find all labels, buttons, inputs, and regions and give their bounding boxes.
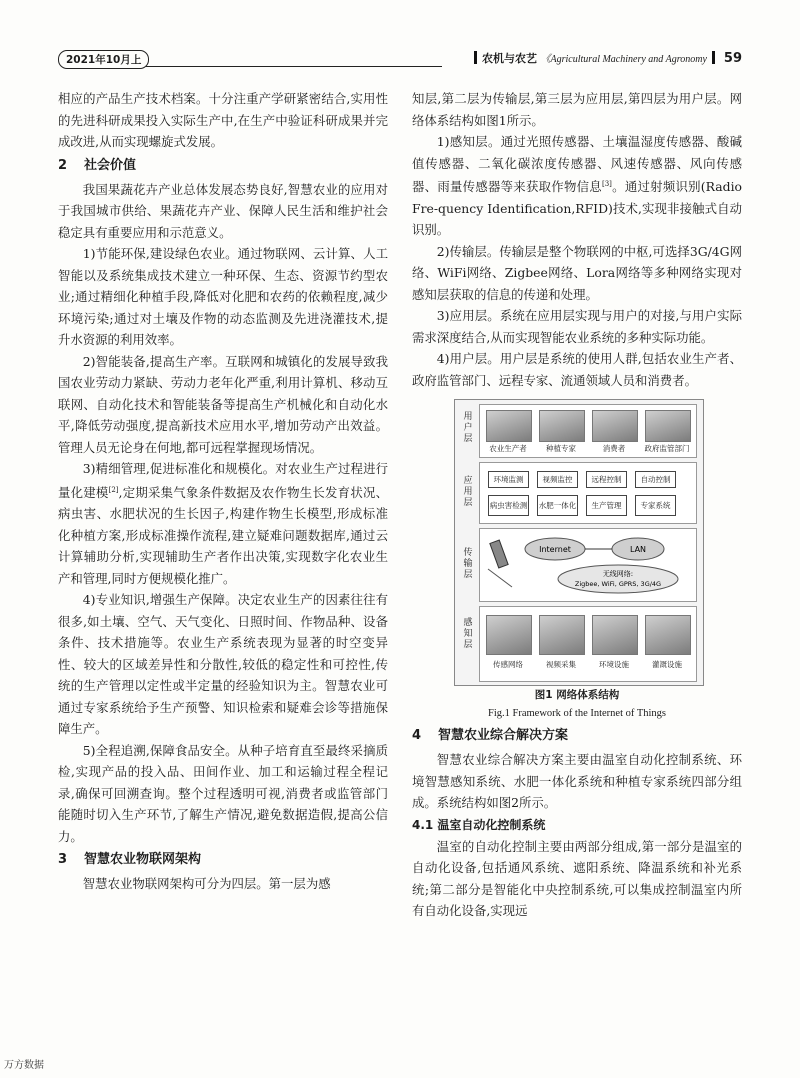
- sensing-layer-box: [479, 606, 697, 682]
- expert-photo: [539, 410, 585, 442]
- sensor-caption: 灌溉设施: [652, 660, 682, 670]
- layer-label-sensing: 感知层: [463, 618, 473, 651]
- paragraph: 智慧农业综合解决方案主要由温室自动化控制系统、环境智慧感知系统、水肥一体化系统和种植专家系统四部分组成。系统结构如图2所示。: [412, 752, 742, 811]
- section-heading: 4 智慧农业综合解决方案: [412, 728, 569, 744]
- user-caption: 政府监管部门: [644, 444, 690, 454]
- subsection-heading: 4.1 温室自动化控制系统: [412, 817, 546, 832]
- journal-title: [469, 50, 742, 66]
- lan-label: LAN: [629, 545, 647, 555]
- video-camera-photo: [539, 615, 585, 655]
- paragraph: 1)节能环保,建设绿色农业。通过物联网、云计算、人工智能以及系统集成技术建立一种环保、生态、资源节约型农业;通过精细化种植手段,降低对化肥和农药的依赖程度,减少环境污染;通过对土壤及作物的动态监测及先进浇灌技术,提升水资源的利用效率。: [58, 246, 388, 347]
- app-box: 自动控制: [635, 471, 676, 488]
- sensor-caption: 视频采集: [546, 660, 576, 670]
- paragraph: 4)专业知识,增强生产保障。决定农业生产的因素往往有很多,如土壤、空气、天气变化、日照时间、作物品种、设备条件、技术措施等。农业生产系统表现为显著的时空变异性、较大的区域差异性和分散性,较低的稳定性和可控性,传统的生产管理以定性或半定量的经验知识为主。智慧农业可通过专家系统给予生产预警、知识检索和疑难会诊等措施保障生产。: [58, 592, 388, 737]
- irrigation-facility-photo: [645, 615, 691, 655]
- paragraph: 2)传输层。传输层是整个物联网的中枢,可选择3G/4G网络、WiFi网络、Zigbee网络、Lora网络等多种网络实现对感知层获取的信息的传递和处理。: [412, 243, 742, 302]
- app-box: 视频监控: [537, 471, 578, 488]
- section-heading: 3 智慧农业物联网架构: [58, 852, 202, 868]
- internet-label: Internet: [539, 545, 571, 555]
- network-diagram: [480, 529, 696, 599]
- paragraph: 相应的产品生产技术档案。十分注重产学研紧密结合,实用性的先进科研成果投入实际生产中,在生产中验证科研成果并完成改进,从而实现螺旋式发展。: [58, 91, 388, 149]
- paragraph: 1)感知层。通过光照传感器、土壤温湿度传感器、酸碱值传感器、二氧化碳浓度传感器、风速传感器、风向传感器、雨量传感器等来获取作物信息[3]。通过射频识别(Radio Fre-quency Identification,RFID)技术,实现非接触式自动识别。: [412, 134, 742, 238]
- app-box: 生产管理: [586, 495, 627, 516]
- right-column: [412, 88, 742, 922]
- app-box: 专家系统: [635, 495, 676, 516]
- paragraph: 知层,第二层为传输层,第三层为应用层,第四层为用户层。网络体系结构如图1所示。: [412, 91, 742, 128]
- journal-name-en: 《Agricultural Machinery and Agronomy: [540, 54, 707, 65]
- paragraph: 智慧农业物联网架构可分为四层。第一层为感: [82, 876, 331, 892]
- transmission-layer-box: [479, 528, 697, 602]
- citation[interactable]: [2]: [108, 485, 119, 494]
- layer-label-app: 应用层: [463, 476, 473, 509]
- header-rule: [146, 66, 442, 67]
- farmer-photo: [486, 410, 532, 442]
- consumer-photo: [592, 410, 638, 442]
- app-layer-box: [479, 462, 697, 524]
- citation[interactable]: [3]: [601, 180, 612, 188]
- user-caption: 种植专家: [546, 444, 576, 454]
- wireless-label: 无线网络:: [602, 570, 634, 579]
- left-column: [58, 88, 388, 895]
- paragraph: 2)智能装备,提高生产率。互联网和城镇化的发展导致我国农业劳动力紧缺、劳动力老年化严重,利用计算机、移动互联网、自动化技术和智能装备等提高生产机械化和自动化水平,降低劳动强度,提高新技术应用水平,增加劳动产出效益。管理人员无论身在何地,都可远程掌握现场情况。: [58, 353, 388, 455]
- app-box: 远程控制: [586, 471, 627, 488]
- issue-date: 2021年10月上: [58, 50, 149, 69]
- user-caption: 农业生产者: [489, 444, 527, 454]
- sensor-caption: 环境设施: [599, 660, 629, 670]
- app-box: 环境监测: [488, 471, 529, 488]
- government-photo: [645, 410, 691, 442]
- user-layer-box: [479, 404, 697, 458]
- figure-caption-cn: 图1 网络体系结构: [534, 689, 620, 702]
- page-header: [58, 50, 742, 74]
- page-number: 59: [723, 51, 742, 66]
- journal-name-cn: 农机与农艺: [482, 52, 538, 65]
- environment-facility-photo: [592, 615, 638, 655]
- paragraph: 4)用户层。用户层是系统的使用人群,包括农业生产者、政府监管部门、远程专家、流通领域人员和消费者。: [412, 351, 742, 388]
- sensor-caption: 传感网络: [493, 660, 523, 670]
- header-bar: [474, 51, 477, 64]
- sensor-network-photo: [486, 615, 532, 655]
- paragraph: 3)应用层。系统在应用层实现与用户的对接,与用户实际需求深度结合,从而实现智能农业系统的多种实际功能。: [412, 308, 742, 345]
- paragraph: 我国果蔬花卉产业总体发展态势良好,智慧农业的应用对于我国城市供给、果蔬花卉产业、保障人民生活和维护社会稳定具有重要应用和示范意义。: [58, 181, 388, 240]
- wireless-protocols: Zigbee, WiFi, GPRS, 3G/4G: [574, 580, 662, 589]
- figure-frame: [454, 399, 704, 686]
- app-box: 病虫害检测: [488, 495, 529, 516]
- satellite-icon: [490, 540, 508, 568]
- layer-label-user: 用户层: [463, 412, 473, 445]
- network-link: [488, 569, 512, 587]
- paragraph: 5)全程追溯,保障食品安全。从种子培育直至最终采摘质检,实现产品的投入品、田间作业、加工和运输过程全程记录,确保可回溯查询。整个过程透明可视,消费者或监管部门能随时切入生产环节,了解生产情况,避免数据造假,提高公信力。: [58, 742, 388, 844]
- section-heading: 2 社会价值: [58, 157, 137, 173]
- figure-1: [412, 399, 742, 701]
- watermark: 万方数据: [4, 1060, 44, 1071]
- app-box: 水肥一体化: [537, 495, 578, 516]
- figure-caption-en: Fig.1 Framework of the Internet of Things: [488, 708, 666, 720]
- paragraph: 温室的自动化控制主要由两部分组成,第一部分是温室的自动化设备,包括通风系统、遮阳系统、降温系统和补光系统;第二部分是智能化中央控制系统,可以集成控制温室内所有自动化设备,实现远: [412, 838, 742, 919]
- paragraph: 3)精细管理,促进标准化和规模化。对农业生产过程进行量化建模[2],定期采集气象条件数据及农作物生长发育状况、病虫害、水肥状况的生长因子,构建作物生长模型,形成标准化种植方案,形成标准操作流程,建立疑难问题数据库,通过云计算辅助分析,实现辅助生产者作出决策,实现数字化农业生产和管理,同时方便规模化推广。: [58, 461, 388, 586]
- layer-label-transmission: 传输层: [463, 548, 473, 581]
- user-caption: 消费者: [602, 444, 626, 454]
- header-bar: [712, 51, 715, 64]
